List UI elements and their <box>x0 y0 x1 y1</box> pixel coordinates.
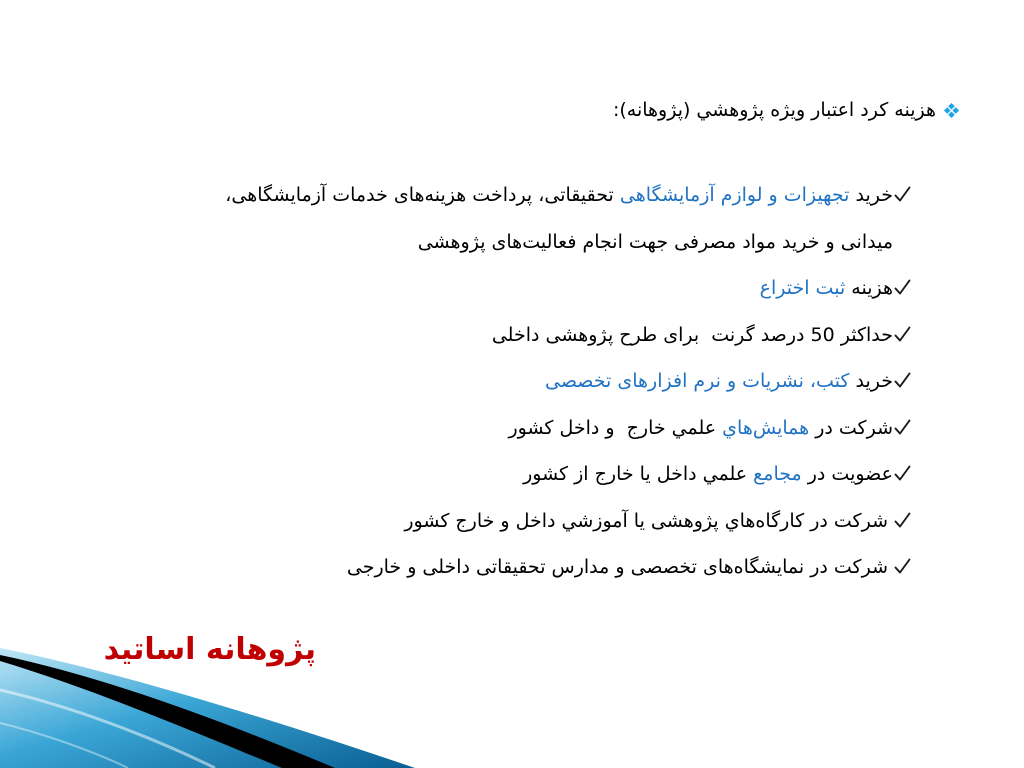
item-text: خرید <box>849 370 893 392</box>
bullet-item <box>30 544 911 591</box>
checkmark-icon <box>894 326 911 343</box>
item-text: حداکثر 50 درصد گرنت برای طرح پژوهشی داخلی <box>491 323 893 346</box>
checkmark-icon <box>894 558 911 575</box>
item-text: عضویت در <box>801 463 893 485</box>
item-keyword: تجهیزات و لوازم آزمایشگاهی <box>619 184 850 206</box>
checkmark-icon <box>894 186 911 203</box>
checkmark-icon <box>894 465 911 482</box>
footer-title: پژوهانه اساتید <box>103 632 316 667</box>
bullet-item <box>30 358 911 405</box>
item-text: علمي خارج و داخل کشور <box>508 416 723 439</box>
item-text: شرکت در <box>809 416 893 439</box>
checkmark-icon <box>894 372 911 389</box>
bullet-item <box>30 405 911 452</box>
item-keyword: همایش‌هاي <box>722 416 810 439</box>
bullet-item <box>30 265 911 312</box>
item-text: شرکت در کارگاه‌هاي پژوهشی یا آموزشي داخل و خارج کشور <box>404 509 888 532</box>
item-keyword: مجامع <box>753 463 802 485</box>
bullet-item <box>30 172 911 265</box>
item-text: هزینه <box>845 277 893 299</box>
bullet-item <box>30 312 911 359</box>
bullet-item <box>30 451 911 498</box>
item-text: علمي داخل یا خارج از کشور <box>523 463 754 485</box>
heading-text: هزینه کرد اعتبار ویژه پژوهشي (پژوهانه): <box>612 99 936 121</box>
bullet-item <box>30 498 911 545</box>
item-text: میدانی و خرید مواد مصرفی جهت انجام فعالیت‌های پژوهشی <box>417 230 893 253</box>
diamond-bullet-icon <box>943 102 960 119</box>
item-text: تحقیقاتی، پرداخت هزینه‌های خدمات آزمایشگاهی، <box>225 184 620 206</box>
bullet-list <box>30 172 911 591</box>
item-text: شرکت در نمایشگاه‌های تخصصی و مدارس تحقیقاتی داخلی و خارجی <box>346 556 888 578</box>
slide-heading <box>300 95 960 125</box>
checkmark-icon <box>894 512 911 529</box>
item-keyword: ثبت اختراع <box>759 277 846 299</box>
item-text: خرید <box>849 184 893 206</box>
checkmark-icon <box>894 279 911 296</box>
checkmark-icon <box>894 419 911 436</box>
item-keyword: کتب، نشریات و نرم افزارهای تخصصی <box>544 370 850 392</box>
